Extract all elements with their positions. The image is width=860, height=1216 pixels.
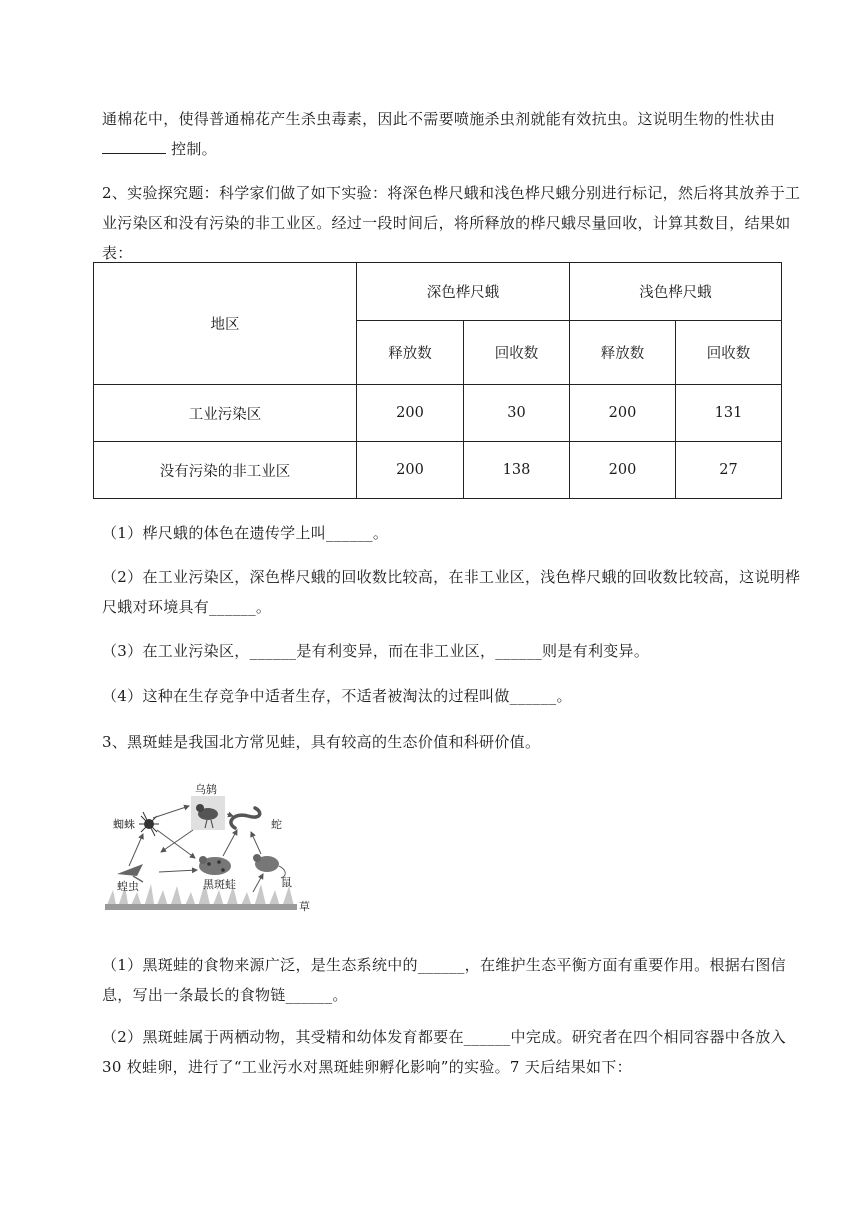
- region-header: 地区: [94, 263, 357, 385]
- mouse-icon: [253, 854, 285, 878]
- row-dark-recover: 138: [464, 442, 570, 499]
- light-release-header: 释放数: [570, 321, 676, 385]
- row-light-release: 200: [570, 385, 676, 442]
- row-dark-release: 200: [357, 385, 464, 442]
- q1-line2-suffix: 控制。: [166, 140, 217, 158]
- q3-intro: 3、黑斑蛙是我国北方常见蛙，具有较高的生态价值和科研价值。: [102, 733, 541, 751]
- crow-label: 乌鸫: [195, 783, 217, 796]
- food-web-diagram: [103, 782, 313, 914]
- dark-recover-header: 回收数: [464, 321, 570, 385]
- q1-line1: 通棉花中，使得普通棉花产生杀虫毒素，因此不需要喷施杀虫剂就能有效抗虫。这说明生物的性状由: [102, 110, 776, 128]
- dark-moth-header: 深色桦尺蛾: [357, 263, 570, 321]
- table-row: [94, 385, 782, 442]
- row-light-recover: 27: [676, 442, 782, 499]
- row-region: 工业污染区: [94, 385, 357, 442]
- locust-label: 蝗虫: [117, 880, 139, 893]
- light-recover-header: 回收数: [676, 321, 782, 385]
- frog-icon: [199, 856, 231, 875]
- q2-sub2: （2）在工业污染区，深色桦尺蛾的回收数比较高，在非工业区，浅色桦尺蛾的回收数比较高，这说明桦尺蛾对环境具有______。: [102, 568, 801, 616]
- q3-sub1: （1）黑斑蛙的食物来源广泛，是生态系统中的______，在维护生态平衡方面有重要作用。根据右图信息，写出一条最长的食物链______。: [102, 956, 786, 1004]
- row-dark-release: 200: [357, 442, 464, 499]
- q2-sub4: （4）这种在生存竞争中适者生存，不适者被淘汰的过程叫做______。: [102, 687, 572, 705]
- spider-label: 蜘蛛: [113, 818, 135, 831]
- frog-label: 黑斑蛙: [203, 878, 236, 891]
- row-light-recover: 131: [676, 385, 782, 442]
- q2-sub1: （1）桦尺蛾的体色在遗传学上叫______。: [102, 524, 389, 542]
- q1-continuation: [102, 104, 802, 164]
- q1-answer-blank: [102, 135, 166, 154]
- moth-results-table: [93, 262, 782, 499]
- light-moth-header: 浅色桦尺蛾: [570, 263, 782, 321]
- row-light-release: 200: [570, 442, 676, 499]
- q2-sub3: （3）在工业污染区，______是有利变异，而在非工业区，______则是有利变异。: [102, 642, 650, 660]
- q2-intro: 2、实验探究题：科学家们做了如下实验：将深色桦尺蛾和浅色桦尺蛾分别进行标记，然后将其放养于工业污染区和没有污染的非工业区。经过一段时间后，将所释放的桦尺蛾尽量回收，计算其数目，结果如表：: [102, 184, 801, 262]
- q3-sub2: （2）黑斑蛙属于两栖动物，其受精和幼体发育都要在______中完成。研究者在四个相同容器中各放入30 枚蛙卵，进行了“工业污水对黑斑蛙卵孵化影响”的实验。7 天后结果如下：: [102, 1028, 786, 1076]
- dark-release-header: 释放数: [357, 321, 464, 385]
- table-row: [94, 442, 782, 499]
- mouse-label: 鼠: [281, 876, 292, 889]
- snake-label: 蛇: [271, 818, 282, 831]
- row-dark-recover: 30: [464, 385, 570, 442]
- snake-icon: [231, 808, 260, 828]
- grass-label: 草: [299, 900, 310, 913]
- row-region: 没有污染的非工业区: [94, 442, 357, 499]
- spider-icon: [139, 812, 159, 836]
